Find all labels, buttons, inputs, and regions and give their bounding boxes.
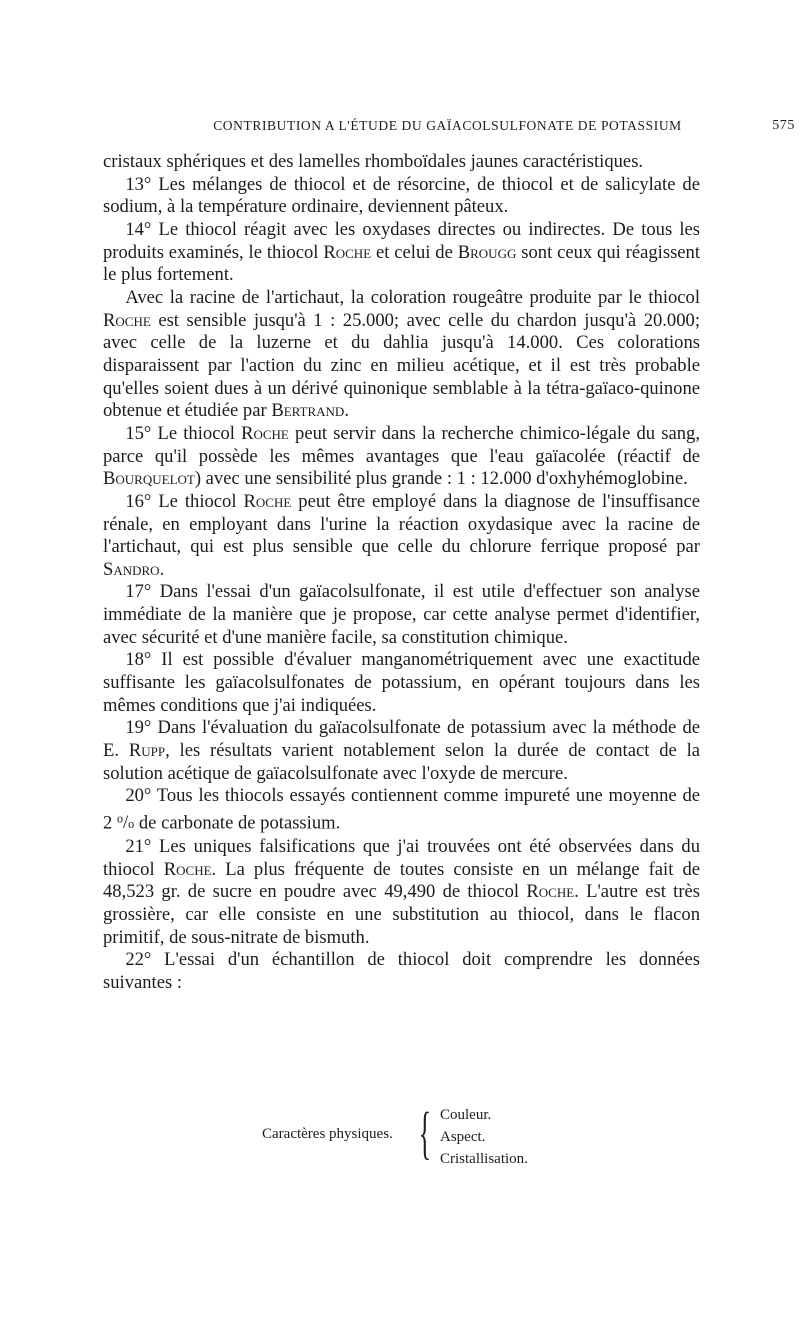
item-number: 16° (125, 490, 152, 512)
paragraph-text: Les mélanges de thiocol et de résorcine, de thiocol et de salicylate de sodium, à la température ordinaire, deviennent pâteux. (103, 173, 700, 218)
name-roche: Roche (103, 309, 151, 331)
paragraph-text: peut être employé dans la diagnose de l'insuffisance rénale, en employant dans l'urine la réaction oxydasique avec la racine de l'artichaut, qui est plus sensible que celle du chlorure ferrique proposé par (103, 490, 701, 558)
name-bourquelot: Bourquelot (103, 468, 195, 490)
paragraph-artichaut (103, 287, 700, 423)
page-title: CONTRIBUTION A L'ÉTUDE DU GAÏACOLSULFONATE DE POTASSIUM (213, 118, 682, 133)
item-number: 17° (125, 581, 152, 603)
paragraph-16 (103, 491, 700, 582)
brace: { (418, 1100, 432, 1165)
paragraph-text: L'essai d'un échantillon de thiocol doit comprendre les données suivantes : (103, 949, 700, 994)
paragraph-17 (103, 581, 700, 649)
item-number: 15° (125, 422, 152, 444)
paragraph-20 (103, 785, 700, 836)
paragraph-18 (103, 649, 700, 717)
paragraph-text: sont ceux qui réagissent le plus fortement. (103, 241, 701, 286)
table-label: Caractères physiques. (262, 1126, 393, 1142)
item-number: 22° (125, 949, 152, 971)
name-roche: Roche (163, 858, 212, 880)
paragraph-text: , les résultats varient notablement selon la durée de contact de la solution acétique de gaïacolsulfonate avec l'oxyde de mercure. (103, 740, 700, 784)
paragraph-14 (103, 219, 700, 287)
paragraph-text: cristaux sphériques et des lamelles rhomboïdales jaunes caractéristiques. (103, 151, 644, 172)
paragraph-text: Les uniques falsifications que j'ai trouvées ont été observées dans du thiocol (103, 836, 700, 880)
paragraph-text: est sensible jusqu'à 1 : 25.000; avec celle du chardon jusqu'à 20.000; avec celle de la luzerne et du dahlia jusqu'à 14.000. Ces colorations disparaissent par l'action du zinc en milieu acétique, et il est très probable qu'elles soient dues à un dérivé quinonique semblable à la tétra-gaïaco-quinone obtenue et étudiée par (103, 309, 700, 422)
paragraph-13 (103, 174, 700, 219)
paragraph-text: ) avec une sensibilité plus grande : 1 : 12.000 d'oxhyhémoglobine. (194, 468, 688, 490)
paragraph-text: Tous les thiocols essayés contiennent comme impureté une moyenne de 2 (103, 785, 700, 834)
paragraph-text: Le thiocol (157, 422, 235, 444)
table-item-aspect: Aspect. (440, 1129, 486, 1145)
paragraph-22 (103, 949, 700, 994)
paragraph-text: Le thiocol (158, 490, 237, 512)
paragraph-text: . L'autre est très grossière, car elle consiste en une substitution au thiocol, dans le flacon primitif, de sous-nitrate de bismuth. (103, 881, 701, 948)
item-number: 14° (125, 218, 152, 240)
item-number: 20° (125, 785, 152, 807)
paragraph-21 (103, 836, 700, 949)
name-brougg: Brougg (457, 241, 517, 263)
paragraph-text: Dans l'évaluation du gaïacolsulfonate de potassium avec la méthode de E. (103, 717, 700, 762)
item-number: 21° (125, 836, 152, 858)
paragraph-continuation (103, 151, 700, 174)
paragraph-text: Il est possible d'évaluer manganométriquement avec une exactitude suffisante les gaïacolsulfonates de potassium, en opérant toujours dans les mêmes conditions que j'ai indiquées. (103, 649, 700, 716)
paragraph-text: et celui de (376, 241, 453, 263)
paragraph-text: . La plus fréquente de toutes consiste en un mélange fait de 48,523 gr. de sucre en poudre avec 49,490 de thiocol (103, 858, 701, 903)
page-number: 575 (772, 118, 795, 133)
table-item-cristallisation: Cristallisation. (440, 1151, 528, 1167)
paragraph-text: Avec la racine de l'artichaut, la coloration rougeâtre produite par le thiocol (125, 286, 700, 308)
name-roche: Roche (323, 241, 372, 263)
name-roche: Roche (526, 881, 575, 903)
body-text (103, 151, 700, 995)
name-sandro: Sandro. (103, 558, 165, 580)
paragraph-text: de carbonate de potassium. (138, 812, 341, 834)
name-bertrand: Bertrand. (271, 400, 349, 422)
percent-sign: $^o$/o (116, 812, 135, 834)
name-roche: Roche (243, 490, 292, 512)
table-item-couleur: Couleur. (440, 1107, 492, 1123)
item-number: 19° (125, 717, 152, 739)
name-rupp: Rupp (128, 740, 166, 762)
paragraph-19 (103, 717, 700, 785)
paragraph-text: peut servir dans la recherche chimico-légale du sang, parce qu'il possède les mêmes avantages que l'eau gaïacolée (réactif de (103, 422, 700, 467)
paragraph-text: Dans l'essai d'un gaïacolsulfonate, il est utile d'effectuer son analyse immédiate de la manière que je propose, car cette analyse permet d'identifier, avec sécurité et d'une manière facile, sa constitution chimique. (103, 581, 700, 648)
running-header (100, 118, 795, 134)
table-items (440, 1104, 528, 1170)
name-roche: Roche (241, 422, 289, 444)
item-number: 18° (125, 649, 152, 671)
paragraph-text: Le thiocol réagit avec les oxydases directes ou indirectes. De tous les produits examinés, le thiocol (103, 218, 700, 263)
paragraph-15 (103, 423, 700, 491)
item-number: 13° (125, 173, 152, 195)
